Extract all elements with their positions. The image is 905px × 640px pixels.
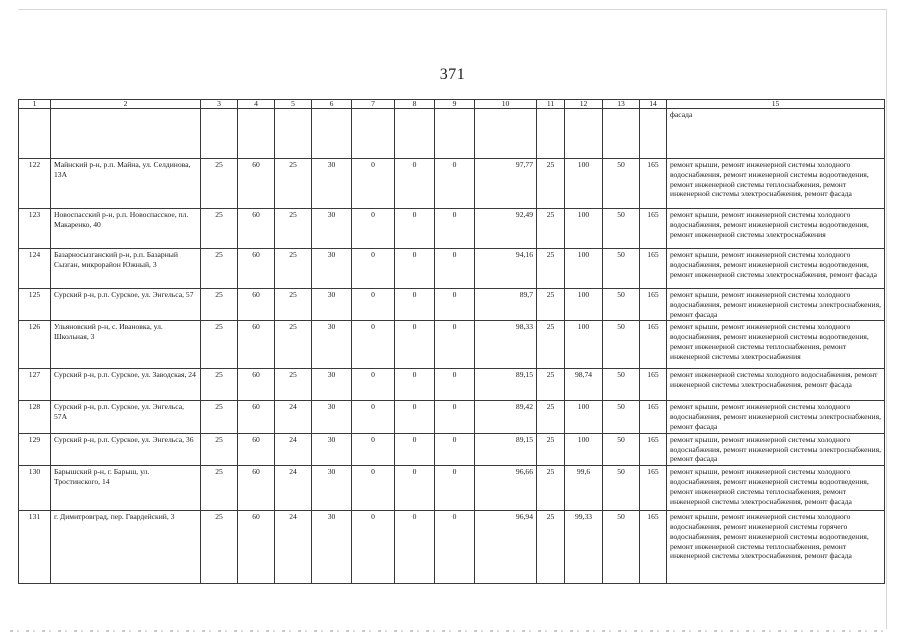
cell-work-types: ремонт крыши, ремонт инженерной системы холодного водоснабжения, ремонт инженерной системы электроснабжения, ремонт фасада [667,289,885,321]
column-header-1: 1 [19,100,51,109]
table-row [19,209,885,249]
cell-col-8: 0 [395,466,435,511]
table-row [19,511,885,584]
column-header-12: 12 [565,100,603,109]
cell-col-11: 25 [537,433,565,465]
column-header-7: 7 [352,100,395,109]
cell-col-7: 0 [352,209,395,249]
continuation-cell [435,109,475,159]
column-header-11: 11 [537,100,565,109]
cell-row-number: 125 [19,289,51,321]
cell-col-5: 25 [275,289,312,321]
cell-col-14: 165 [640,401,667,433]
cell-col-13: 50 [603,209,640,249]
continuation-cell: фасада [667,109,885,159]
cell-col-3: 25 [201,369,238,401]
cell-col-9: 0 [435,289,475,321]
cell-work-types: ремонт крыши, ремонт инженерной системы холодного водоснабжения, ремонт инженерной системы электроснабжения, ремонт фасада [667,401,885,433]
scan-border-right [886,9,887,629]
cell-col-10: 89,42 [475,401,537,433]
column-header-2: 2 [51,100,201,109]
cell-col-9: 0 [435,466,475,511]
cell-col-11: 25 [537,401,565,433]
table-row [19,249,885,289]
cell-col-13: 50 [603,433,640,465]
cell-col-10: 89,15 [475,433,537,465]
continuation-cell [201,109,238,159]
cell-col-12: 100 [565,401,603,433]
cell-col-11: 25 [537,209,565,249]
cell-col-7: 0 [352,289,395,321]
cell-col-5: 24 [275,511,312,584]
cell-col-7: 0 [352,369,395,401]
cell-col-4: 60 [238,289,275,321]
cell-address: Майнский р-н, р.п. Майна, ул. Селдинова, 13А [51,159,201,209]
cell-col-13: 50 [603,249,640,289]
cell-col-6: 30 [312,401,352,433]
cell-col-12: 98,74 [565,369,603,401]
cell-col-3: 25 [201,321,238,369]
cell-col-13: 50 [603,289,640,321]
cell-row-number: 131 [19,511,51,584]
cell-col-6: 30 [312,466,352,511]
cell-col-5: 25 [275,321,312,369]
cell-address: Ульяновский р-н, с. Ивановка, ул. Школьная, 3 [51,321,201,369]
cell-work-types: ремонт инженерной системы холодного водоснабжения, ремонт инженерной системы электроснабжения, ремонт фасада [667,369,885,401]
repair-plan-table [18,99,885,584]
continuation-cell [19,109,51,159]
continuation-cell [537,109,565,159]
cell-col-13: 50 [603,321,640,369]
cell-col-4: 60 [238,511,275,584]
cell-col-12: 100 [565,289,603,321]
cell-col-14: 165 [640,209,667,249]
cell-col-5: 25 [275,369,312,401]
cell-col-10: 96,66 [475,466,537,511]
cell-col-7: 0 [352,433,395,465]
column-header-14: 14 [640,100,667,109]
cell-row-number: 123 [19,209,51,249]
cell-col-4: 60 [238,433,275,465]
column-header-6: 6 [312,100,352,109]
cell-col-6: 30 [312,369,352,401]
cell-work-types: ремонт крыши, ремонт инженерной системы холодного водоснабжения, ремонт инженерной системы горячего водоснабжения, ремонт инженерной системы водоотведения, ремонт инженерной системы теплоснабжения, ремонт инженерной системы электроснабжения, ремонт фасада [667,511,885,584]
cell-work-types: ремонт крыши, ремонт инженерной системы холодного водоснабжения, ремонт инженерной системы электроснабжения, ремонт фасада [667,433,885,465]
table-row [19,401,885,433]
cell-col-13: 50 [603,511,640,584]
continuation-cell [238,109,275,159]
cell-col-14: 165 [640,289,667,321]
cell-col-7: 0 [352,249,395,289]
cell-address: г. Димитровград, пер. Гвардейский, 3 [51,511,201,584]
cell-col-14: 165 [640,321,667,369]
cell-col-12: 100 [565,209,603,249]
continuation-cell [640,109,667,159]
cell-col-14: 165 [640,249,667,289]
table-row [19,321,885,369]
scan-edge-artifact [10,630,890,632]
table-row [19,466,885,511]
continuation-cell [312,109,352,159]
cell-col-11: 25 [537,466,565,511]
cell-col-9: 0 [435,401,475,433]
continuation-cell [51,109,201,159]
column-header-13: 13 [603,100,640,109]
cell-col-4: 60 [238,369,275,401]
cell-col-9: 0 [435,433,475,465]
cell-col-9: 0 [435,249,475,289]
cell-col-11: 25 [537,289,565,321]
cell-col-13: 50 [603,401,640,433]
column-header-8: 8 [395,100,435,109]
cell-address: Базарносызганский р-н, р.п. Базарный Сызган, микрорайон Южный, 3 [51,249,201,289]
continuation-cell [603,109,640,159]
cell-row-number: 127 [19,369,51,401]
cell-col-8: 0 [395,511,435,584]
cell-col-3: 25 [201,209,238,249]
cell-col-12: 100 [565,321,603,369]
cell-col-4: 60 [238,401,275,433]
cell-col-6: 30 [312,511,352,584]
cell-col-4: 60 [238,321,275,369]
cell-col-8: 0 [395,249,435,289]
continuation-cell [352,109,395,159]
cell-col-10: 98,33 [475,321,537,369]
cell-address: Сурский р-н, р.п. Сурское, ул. Энгельса, 36 [51,433,201,465]
cell-col-12: 100 [565,249,603,289]
cell-col-10: 94,16 [475,249,537,289]
cell-col-6: 30 [312,321,352,369]
table-row-continuation [19,109,885,159]
cell-col-5: 24 [275,466,312,511]
continuation-cell [395,109,435,159]
cell-col-6: 30 [312,209,352,249]
column-header-10: 10 [475,100,537,109]
table-row [19,289,885,321]
column-header-5: 5 [275,100,312,109]
cell-col-7: 0 [352,466,395,511]
cell-col-13: 50 [603,159,640,209]
continuation-cell [475,109,537,159]
cell-col-5: 24 [275,433,312,465]
cell-row-number: 124 [19,249,51,289]
cell-col-13: 50 [603,369,640,401]
cell-col-6: 30 [312,159,352,209]
cell-col-10: 89,7 [475,289,537,321]
cell-col-5: 24 [275,401,312,433]
cell-address: Сурский р-н, р.п. Сурское, ул. Заводская, 24 [51,369,201,401]
cell-col-14: 165 [640,159,667,209]
cell-col-3: 25 [201,466,238,511]
cell-row-number: 126 [19,321,51,369]
column-header-15: 15 [667,100,885,109]
cell-address: Сурский р-н, р.п. Сурское, ул. Энгельса, 57 [51,289,201,321]
continuation-cell [275,109,312,159]
cell-row-number: 130 [19,466,51,511]
table-row [19,369,885,401]
cell-col-12: 100 [565,159,603,209]
cell-col-5: 25 [275,159,312,209]
cell-col-8: 0 [395,321,435,369]
cell-row-number: 122 [19,159,51,209]
cell-work-types: ремонт крыши, ремонт инженерной системы холодного водоснабжения, ремонт инженерной системы водоотведения, ремонт инженерной системы теплоснабжения, ремонт инженерной системы электроснабжения, ремонт фасада [667,466,885,511]
cell-work-types: ремонт крыши, ремонт инженерной системы холодного водоснабжения, ремонт инженерной системы водоотведения, ремонт инженерной системы теплоснабжения, ремонт инженерной системы электроснабжения [667,321,885,369]
cell-col-7: 0 [352,511,395,584]
cell-col-10: 96,94 [475,511,537,584]
cell-col-11: 25 [537,511,565,584]
cell-col-7: 0 [352,321,395,369]
scan-border-top [18,9,886,10]
cell-col-9: 0 [435,209,475,249]
cell-col-9: 0 [435,321,475,369]
continuation-cell [565,109,603,159]
cell-col-6: 30 [312,289,352,321]
cell-col-10: 92,49 [475,209,537,249]
cell-col-8: 0 [395,159,435,209]
cell-col-9: 0 [435,369,475,401]
cell-col-7: 0 [352,401,395,433]
cell-col-11: 25 [537,369,565,401]
cell-col-8: 0 [395,369,435,401]
cell-work-types: ремонт крыши, ремонт инженерной системы холодного водоснабжения, ремонт инженерной системы водоотведения, ремонт инженерной системы теплоснабжения, ремонт инженерной системы электроснабжения, ремонт фасада [667,159,885,209]
cell-work-types: ремонт крыши, ремонт инженерной системы холодного водоснабжения, ремонт инженерной системы водоотведения, ремонт инженерной системы электроснабжения [667,209,885,249]
cell-col-8: 0 [395,401,435,433]
cell-col-5: 25 [275,249,312,289]
cell-col-8: 0 [395,289,435,321]
cell-row-number: 129 [19,433,51,465]
cell-col-14: 165 [640,466,667,511]
cell-address: Сурский р-н, р.п. Сурское, ул. Энгельса, 57А [51,401,201,433]
cell-col-3: 25 [201,433,238,465]
cell-col-3: 25 [201,159,238,209]
cell-work-types: ремонт крыши, ремонт инженерной системы холодного водоснабжения, ремонт инженерной системы водоотведения, ремонт инженерной системы электроснабжения, ремонт фасада [667,249,885,289]
page-number: 371 [439,66,466,83]
cell-col-3: 25 [201,289,238,321]
cell-col-11: 25 [537,321,565,369]
cell-col-8: 0 [395,209,435,249]
cell-address: Барышский р-н, г. Барыш, ул. Тростинского, 14 [51,466,201,511]
cell-address: Новоспасский р-н, р.п. Новоспасское, пл. Макаренко, 40 [51,209,201,249]
cell-col-14: 165 [640,511,667,584]
cell-col-6: 30 [312,249,352,289]
cell-col-12: 99,33 [565,511,603,584]
cell-col-3: 25 [201,249,238,289]
cell-col-11: 25 [537,159,565,209]
cell-col-3: 25 [201,401,238,433]
cell-col-4: 60 [238,466,275,511]
cell-col-10: 97,77 [475,159,537,209]
cell-col-13: 50 [603,466,640,511]
cell-col-10: 89,15 [475,369,537,401]
cell-col-9: 0 [435,511,475,584]
column-number-row [19,100,885,109]
cell-col-3: 25 [201,511,238,584]
column-header-3: 3 [201,100,238,109]
cell-col-14: 165 [640,433,667,465]
table-row [19,159,885,209]
column-header-9: 9 [435,100,475,109]
cell-col-11: 25 [537,249,565,289]
cell-col-8: 0 [395,433,435,465]
cell-col-7: 0 [352,159,395,209]
cell-row-number: 128 [19,401,51,433]
cell-col-9: 0 [435,159,475,209]
cell-col-12: 99,6 [565,466,603,511]
cell-col-4: 60 [238,159,275,209]
cell-col-4: 60 [238,249,275,289]
table-row [19,433,885,465]
cell-col-6: 30 [312,433,352,465]
cell-col-14: 165 [640,369,667,401]
cell-col-4: 60 [238,209,275,249]
cell-col-5: 25 [275,209,312,249]
cell-col-12: 100 [565,433,603,465]
column-header-4: 4 [238,100,275,109]
